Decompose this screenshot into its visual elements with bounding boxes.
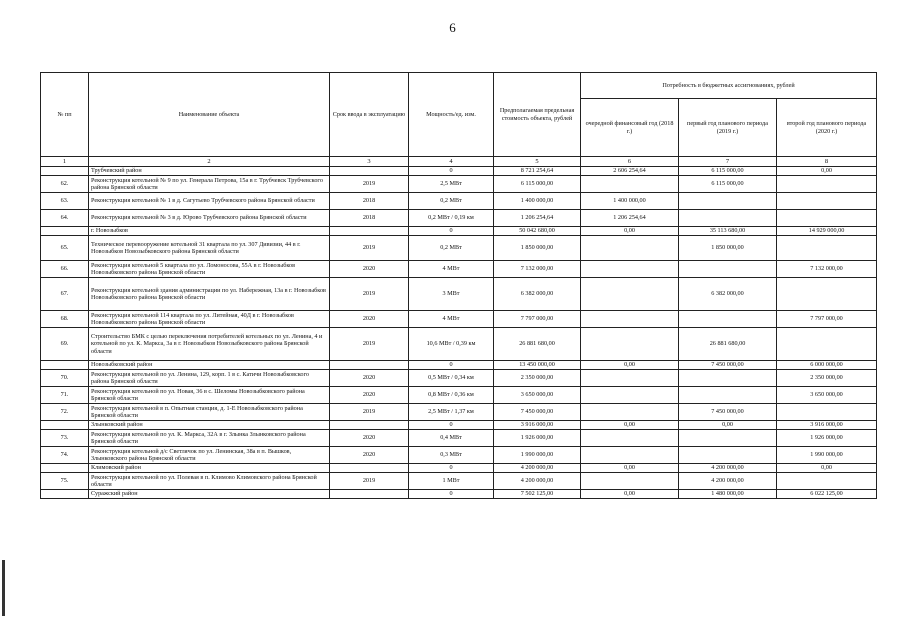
need-2018 bbox=[581, 447, 679, 464]
need-2019 bbox=[679, 370, 777, 387]
need-2018: 1 206 254,64 bbox=[581, 210, 679, 227]
need-2018: 1 400 000,00 bbox=[581, 193, 679, 210]
row-index: 69. bbox=[41, 328, 89, 361]
need-2019: 7 450 000,00 bbox=[679, 404, 777, 421]
scan-edge-mark bbox=[2, 560, 5, 616]
need-2018 bbox=[581, 311, 679, 328]
need-2020: 6 022 125,00 bbox=[777, 490, 877, 499]
table-row bbox=[41, 430, 877, 447]
need-2019: 4 200 000,00 bbox=[679, 473, 777, 490]
need-2020: 2 350 000,00 bbox=[777, 370, 877, 387]
row-index: 64. bbox=[41, 210, 89, 227]
commissioning-year: 2020 bbox=[330, 370, 409, 387]
capacity: 0 bbox=[409, 361, 494, 370]
need-2019: 1 850 000,00 bbox=[679, 236, 777, 261]
need-2020 bbox=[777, 236, 877, 261]
commissioning-year: 2020 bbox=[330, 387, 409, 404]
row-index: 67. bbox=[41, 278, 89, 311]
cost-value: 8 721 254,64 bbox=[494, 167, 581, 176]
capacity: 0 bbox=[409, 490, 494, 499]
need-2020: 0,00 bbox=[777, 167, 877, 176]
need-2018: 0,00 bbox=[581, 490, 679, 499]
row-index: 62. bbox=[41, 176, 89, 193]
table-row bbox=[41, 311, 877, 328]
need-2020: 1 990 000,00 bbox=[777, 447, 877, 464]
table-row bbox=[41, 193, 877, 210]
need-2020: 3 650 000,00 bbox=[777, 387, 877, 404]
need-2019 bbox=[679, 311, 777, 328]
need-2019: 1 480 000,00 bbox=[679, 490, 777, 499]
table-row bbox=[41, 328, 877, 361]
capacity: 3 МВт bbox=[409, 278, 494, 311]
cost-value: 50 042 680,00 bbox=[494, 227, 581, 236]
object-name: Климовский район bbox=[89, 464, 330, 473]
cost-value: 2 350 000,00 bbox=[494, 370, 581, 387]
commissioning-year bbox=[330, 464, 409, 473]
need-2018 bbox=[581, 261, 679, 278]
row-index: 65. bbox=[41, 236, 89, 261]
need-2018: 0,00 bbox=[581, 361, 679, 370]
need-2019 bbox=[679, 210, 777, 227]
column-number: 5 bbox=[494, 157, 581, 167]
row-index bbox=[41, 464, 89, 473]
need-2020: 0,00 bbox=[777, 464, 877, 473]
cost-value: 3 650 000,00 bbox=[494, 387, 581, 404]
need-2020 bbox=[777, 278, 877, 311]
object-name: Суражский район bbox=[89, 490, 330, 499]
table-row bbox=[41, 210, 877, 227]
table-row bbox=[41, 370, 877, 387]
capacity: 2,5 МВт / 1,37 км bbox=[409, 404, 494, 421]
need-2019 bbox=[679, 387, 777, 404]
commissioning-year bbox=[330, 361, 409, 370]
object-name: Трубчевский район bbox=[89, 167, 330, 176]
cost-value: 7 502 125,00 bbox=[494, 490, 581, 499]
object-name: Новозыбковский район bbox=[89, 361, 330, 370]
table-header bbox=[41, 73, 877, 157]
need-2019 bbox=[679, 447, 777, 464]
commissioning-year: 2019 bbox=[330, 278, 409, 311]
cost-value: 26 881 680,00 bbox=[494, 328, 581, 361]
district-subtotal-row bbox=[41, 227, 877, 236]
capacity: 0,8 МВт / 0,36 км bbox=[409, 387, 494, 404]
commissioning-year: 2020 bbox=[330, 430, 409, 447]
header-index: № пп bbox=[41, 73, 89, 157]
need-2018 bbox=[581, 473, 679, 490]
row-index bbox=[41, 167, 89, 176]
header-year-1: очередной финансовый год (2018 г.) bbox=[581, 99, 679, 157]
cost-value: 3 916 000,00 bbox=[494, 421, 581, 430]
cost-value: 7 797 000,00 bbox=[494, 311, 581, 328]
object-name: Злынковский район bbox=[89, 421, 330, 430]
commissioning-year: 2019 bbox=[330, 236, 409, 261]
object-name: Строительство БМК с целью переключения потребителей котельных по ул. Ленина, 4 и котельной по ул. К. Маркса, 3а в г. Новозыбков Новозыбковского района Брянской области bbox=[89, 328, 330, 361]
capacity: 0 bbox=[409, 421, 494, 430]
object-name: Реконструкция котельной д/с Светлячок по ул. Ленинская, 38а в п. Вышков, Злынковского района Брянской области bbox=[89, 447, 330, 464]
need-2018 bbox=[581, 430, 679, 447]
commissioning-year: 2020 bbox=[330, 311, 409, 328]
table-row bbox=[41, 236, 877, 261]
capacity: 4 МВт bbox=[409, 311, 494, 328]
row-index: 70. bbox=[41, 370, 89, 387]
page-number: 6 bbox=[449, 20, 456, 35]
need-2020: 6 000 000,00 bbox=[777, 361, 877, 370]
district-subtotal-row bbox=[41, 421, 877, 430]
cost-value: 13 450 000,00 bbox=[494, 361, 581, 370]
need-2019: 0,00 bbox=[679, 421, 777, 430]
capacity: 2,5 МВт bbox=[409, 176, 494, 193]
district-subtotal-row bbox=[41, 464, 877, 473]
district-subtotal-row bbox=[41, 361, 877, 370]
need-2018 bbox=[581, 328, 679, 361]
capacity: 0,2 МВт bbox=[409, 236, 494, 261]
column-number: 8 bbox=[777, 157, 877, 167]
need-2018: 0,00 bbox=[581, 227, 679, 236]
commissioning-year bbox=[330, 227, 409, 236]
object-name: Реконструкция котельной 5 квартала по ул. Ломоносова, 55А в г. Новозыбков Новозыбковского района Брянской области bbox=[89, 261, 330, 278]
row-index: 75. bbox=[41, 473, 89, 490]
cost-value: 1 990 000,00 bbox=[494, 447, 581, 464]
capacity: 0,2 МВт bbox=[409, 193, 494, 210]
need-2019: 6 115 000,00 bbox=[679, 167, 777, 176]
need-2018 bbox=[581, 404, 679, 421]
table-row bbox=[41, 387, 877, 404]
need-2018 bbox=[581, 176, 679, 193]
need-2019: 26 881 680,00 bbox=[679, 328, 777, 361]
need-2019: 7 450 000,00 bbox=[679, 361, 777, 370]
need-2019: 6 115 000,00 bbox=[679, 176, 777, 193]
cost-value: 1 850 000,00 bbox=[494, 236, 581, 261]
commissioning-year: 2020 bbox=[330, 447, 409, 464]
header-term: Срок ввода в эксплуатацию bbox=[330, 73, 409, 157]
row-index: 71. bbox=[41, 387, 89, 404]
object-name: Реконструкция котельной 114 квартала по ул. Литейная, 40Д в г. Новозыбков Новозыбковского района Брянской области bbox=[89, 311, 330, 328]
column-number: 1 bbox=[41, 157, 89, 167]
need-2019: 35 113 680,00 bbox=[679, 227, 777, 236]
object-name: Реконструкция котельной № 9 по ул. Генерала Петрова, 15а в г. Трубчевск Трубчевского района Брянской области bbox=[89, 176, 330, 193]
header-year-3: второй год планового периода (2020 г.) bbox=[777, 99, 877, 157]
need-2019: 6 382 000,00 bbox=[679, 278, 777, 311]
need-2020: 7 797 000,00 bbox=[777, 311, 877, 328]
need-2020 bbox=[777, 328, 877, 361]
commissioning-year: 2018 bbox=[330, 210, 409, 227]
district-subtotal-row bbox=[41, 167, 877, 176]
need-2019 bbox=[679, 193, 777, 210]
commissioning-year bbox=[330, 167, 409, 176]
cost-value: 1 926 000,00 bbox=[494, 430, 581, 447]
object-name: Техническое перевооружение котельной 31 квартала по ул. 307 Дивизии, 44 в г. Новозыбков Новозыбковского района Брянской области bbox=[89, 236, 330, 261]
need-2020 bbox=[777, 193, 877, 210]
header-need: Потребность в бюджетных ассигнованиях, рублей bbox=[581, 73, 877, 99]
object-name: г. Новозыбков bbox=[89, 227, 330, 236]
capacity: 4 МВт bbox=[409, 261, 494, 278]
cost-value: 1 206 254,64 bbox=[494, 210, 581, 227]
need-2020: 14 929 000,00 bbox=[777, 227, 877, 236]
table-row bbox=[41, 404, 877, 421]
district-subtotal-row bbox=[41, 490, 877, 499]
table-row bbox=[41, 261, 877, 278]
row-index: 72. bbox=[41, 404, 89, 421]
need-2018 bbox=[581, 370, 679, 387]
object-name: Реконструкция котельной по ул. Ленина, 129, корп. 1 в с. Катичи Новозыбковского района Брянской области bbox=[89, 370, 330, 387]
need-2020: 7 132 000,00 bbox=[777, 261, 877, 278]
table-row bbox=[41, 278, 877, 311]
commissioning-year: 2020 bbox=[330, 261, 409, 278]
object-name: Реконструкция котельной по ул. Новая, 36 в с. Шеломы Новозыбковского района Брянской области bbox=[89, 387, 330, 404]
need-2020 bbox=[777, 176, 877, 193]
commissioning-year: 2019 bbox=[330, 328, 409, 361]
cost-value: 1 400 000,00 bbox=[494, 193, 581, 210]
need-2018: 0,00 bbox=[581, 464, 679, 473]
cost-value: 4 200 000,00 bbox=[494, 464, 581, 473]
column-number: 4 bbox=[409, 157, 494, 167]
commissioning-year bbox=[330, 421, 409, 430]
need-2019 bbox=[679, 261, 777, 278]
capacity: 0,3 МВт bbox=[409, 447, 494, 464]
need-2018 bbox=[581, 387, 679, 404]
column-number: 2 bbox=[89, 157, 330, 167]
commissioning-year: 2019 bbox=[330, 404, 409, 421]
need-2020: 1 926 000,00 bbox=[777, 430, 877, 447]
need-2020 bbox=[777, 473, 877, 490]
commissioning-year: 2019 bbox=[330, 473, 409, 490]
object-name: Реконструкция котельной по ул. К. Маркса, 32А в г. Злынка Злынковского района Брянской области bbox=[89, 430, 330, 447]
need-2018: 2 606 254,64 bbox=[581, 167, 679, 176]
need-2020: 3 916 000,00 bbox=[777, 421, 877, 430]
row-index: 73. bbox=[41, 430, 89, 447]
header-year-2: первый год планового периода (2019 г.) bbox=[679, 99, 777, 157]
row-index bbox=[41, 361, 89, 370]
header-capacity: Мощность/ед. изм. bbox=[409, 73, 494, 157]
object-name: Реконструкция котельной по ул. Полевая в п. Климово Климовского района Брянской области bbox=[89, 473, 330, 490]
column-number: 6 bbox=[581, 157, 679, 167]
object-name: Реконструкция котельной в п. Опытная станция, д. 1-Е Новозыбковского района Брянской области bbox=[89, 404, 330, 421]
commissioning-year bbox=[330, 490, 409, 499]
cost-value: 6 115 000,00 bbox=[494, 176, 581, 193]
budget-table bbox=[40, 72, 877, 499]
capacity: 1 МВт bbox=[409, 473, 494, 490]
table-body bbox=[41, 157, 877, 499]
capacity: 0,5 МВт / 0,34 км bbox=[409, 370, 494, 387]
capacity: 0 bbox=[409, 227, 494, 236]
capacity: 0,2 МВт / 0,19 км bbox=[409, 210, 494, 227]
table-row bbox=[41, 473, 877, 490]
column-number-row bbox=[41, 157, 877, 167]
row-index bbox=[41, 227, 89, 236]
cost-value: 6 382 000,00 bbox=[494, 278, 581, 311]
capacity: 10,6 МВт / 0,39 км bbox=[409, 328, 494, 361]
cost-value: 7 132 000,00 bbox=[494, 261, 581, 278]
capacity: 0 bbox=[409, 167, 494, 176]
table-row bbox=[41, 447, 877, 464]
object-name: Реконструкция котельной № 1 в д. Сагутьево Трубчевского района Брянской области bbox=[89, 193, 330, 210]
need-2020 bbox=[777, 210, 877, 227]
object-name: Реконструкция котельной здания администрации по ул. Набережная, 13а в г. Новозыбков Новозыбковского района Брянской области bbox=[89, 278, 330, 311]
object-name: Реконструкция котельной № 3 в д. Юрово Трубчевского района Брянской области bbox=[89, 210, 330, 227]
need-2018 bbox=[581, 236, 679, 261]
row-index: 66. bbox=[41, 261, 89, 278]
header-name: Наименование объекта bbox=[89, 73, 330, 157]
commissioning-year: 2019 bbox=[330, 176, 409, 193]
cost-value: 4 200 000,00 bbox=[494, 473, 581, 490]
row-index: 74. bbox=[41, 447, 89, 464]
need-2019: 4 200 000,00 bbox=[679, 464, 777, 473]
capacity: 0 bbox=[409, 464, 494, 473]
need-2019 bbox=[679, 430, 777, 447]
cost-value: 7 450 000,00 bbox=[494, 404, 581, 421]
commissioning-year: 2018 bbox=[330, 193, 409, 210]
table-row bbox=[41, 176, 877, 193]
need-2018: 0,00 bbox=[581, 421, 679, 430]
row-index: 63. bbox=[41, 193, 89, 210]
row-index bbox=[41, 421, 89, 430]
column-number: 7 bbox=[679, 157, 777, 167]
need-2018 bbox=[581, 278, 679, 311]
header-cost: Предполагаемая предельная стоимость объекта, рублей bbox=[494, 73, 581, 157]
row-index: 68. bbox=[41, 311, 89, 328]
capacity: 0,4 МВт bbox=[409, 430, 494, 447]
need-2020 bbox=[777, 404, 877, 421]
column-number: 3 bbox=[330, 157, 409, 167]
row-index bbox=[41, 490, 89, 499]
